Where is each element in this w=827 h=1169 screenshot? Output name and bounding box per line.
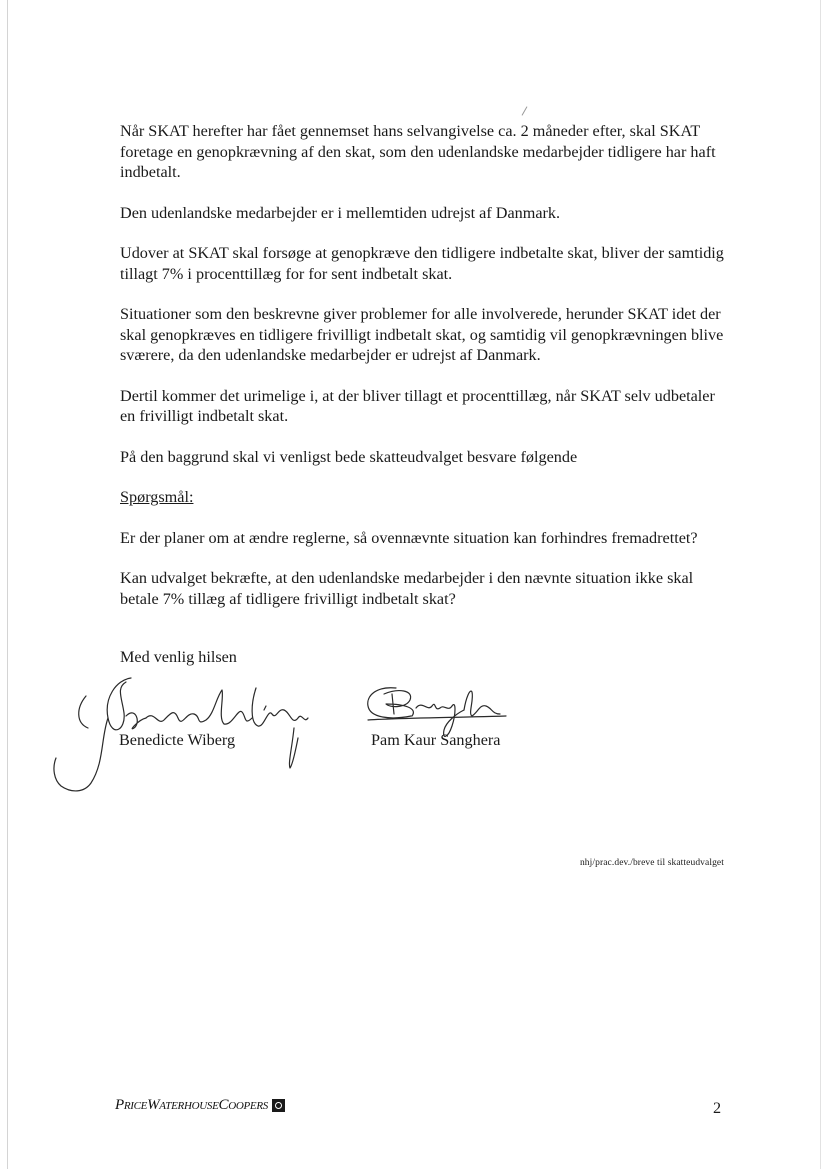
- questions-heading: Spørgsmål:: [120, 488, 194, 506]
- logo-emblem-icon: [272, 1099, 285, 1112]
- body-paragraph: Udover at SKAT skal forsøge at genopkræve den tidligere indbetalte skat, bliver der samtidig tillagt 7% i procenttillæg for for sent indbetalt skat.: [120, 244, 724, 283]
- letter-body: [120, 121, 730, 629]
- body-paragraph: Når SKAT herefter har fået gennemset hans selvangivelse ca. 2 måneder efter, skal SKAT foretage en genopkrævning af den skat, som den udenlandske medarbejder tidligere har haft indbetalt.: [120, 122, 716, 181]
- file-reference: nhj/prac.dev./breve til skatteudvalget: [579, 858, 724, 868]
- body-paragraph: Den udenlandske medarbejder er i mellemtiden udrejst af Danmark.: [120, 203, 561, 222]
- question-item: Kan udvalget bekræfte, at den udenlandske medarbejder i den nævnte situation ikke skal betale 7% tillæg af tidligere frivilligt indbetalt skat?: [120, 569, 694, 608]
- body-paragraph: Situationer som den beskrevne giver problemer for alle involverede, herunder SKAT idet der skal genopkræves en tidligere frivilligt indbetalt skat, og samtidig vil genopkrævningen blive sværere, da den udenlandske medarbejder er udrejst af Danmark.: [120, 305, 724, 364]
- page-number: 2: [713, 1099, 722, 1117]
- body-paragraph: På den baggrund skal vi venligst bede skatteudvalget besvare følgende: [120, 447, 578, 466]
- signatory-name: Pam Kaur Sanghera: [371, 731, 501, 749]
- signature-sanghera: [356, 674, 526, 784]
- scan-edge-left: [7, 0, 8, 1169]
- logo-wordmark: PriceWaterhouseCoopers: [115, 1097, 268, 1113]
- scan-edge-right: [820, 0, 821, 1169]
- closing-salutation: Med venlig hilsen: [120, 648, 237, 666]
- stray-pen-mark: [522, 106, 528, 115]
- body-paragraph: Dertil kommer det urimelige i, at der bliver tillagt et procenttillæg, når SKAT selv udbetaler en frivilligt indbetalt skat.: [120, 386, 715, 425]
- signatory-name: Benedicte Wiberg: [119, 731, 236, 749]
- company-logo: [115, 1097, 285, 1114]
- question-item: Er der planer om at ændre reglerne, så ovennævnte situation kan forhindres fremadrettet?: [120, 528, 698, 547]
